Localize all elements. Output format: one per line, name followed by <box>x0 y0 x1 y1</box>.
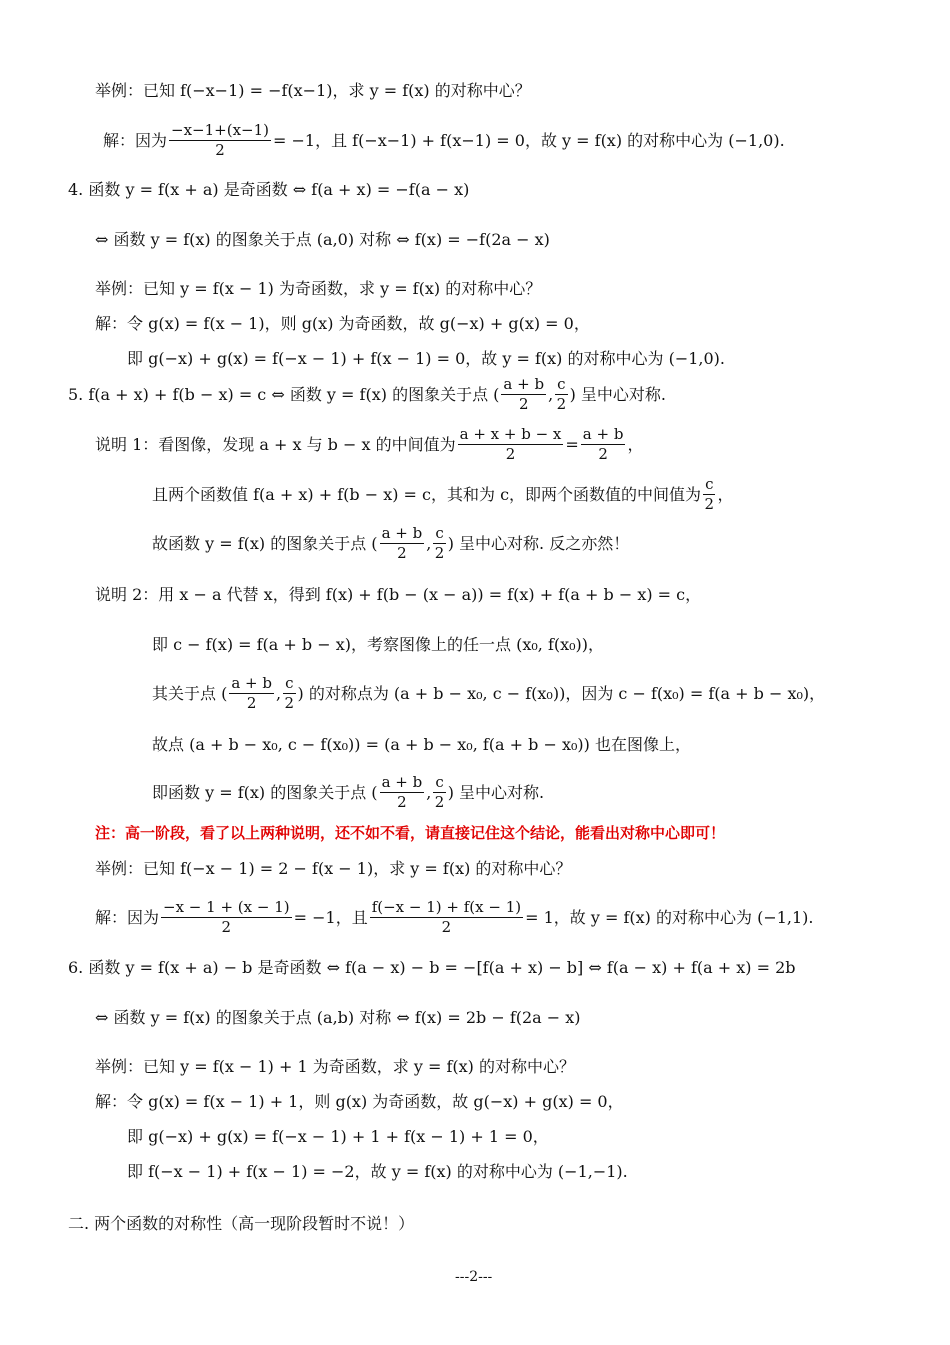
note-2-line4: 故点 (a + b − x₀, c − f(x₀)) = (a + b − x₀, f(a + b − x₀)) 也在图像上， <box>152 735 691 754</box>
item-6-statement: 6. 函数 y = f(x + a) − b 是奇函数 ⇔ f(a − x) − b = −[f(a + x) − b] ⇔ f(a − x) + f(a + x) = 2b <box>68 958 796 977</box>
example-answer-6-line2: 即 g(−x) + g(x) = f(−x − 1) + 1 + f(x − 1) + 1 = 0， <box>127 1127 549 1146</box>
note-2-line5: 即函数 y = f(x) 的图象关于点 ( $\frac{a + b}{2}$ , $\frac{c}{2}$ ) 呈中心对称. <box>152 773 545 811</box>
example-answer-4-line1: 解：令 g(x) = f(x − 1)，则 g(x) 为奇函数，故 g(−x) + g(x) = 0， <box>95 314 590 333</box>
note-1-line2: 且两个函数值 f(a + x) + f(b − x) = c，其和为 c，即两个函数值的中间值为 $\frac{c}{2}$ ， <box>152 475 734 513</box>
fraction: $\frac{-x-1+(x-1)}{2}$ <box>171 121 269 159</box>
note-2-line1: 说明 2：用 x − a 代替 x，得到 f(x) + f(b − (x − a)) = f(x) + f(a + b − x) = c， <box>95 585 702 604</box>
red-note: 注：高一阶段，看了以上两种说明，还不如不看，请直接记住这个结论，能看出对称中心即可！ <box>95 824 726 842</box>
example-question-4: 举例：已知 y = f(x − 1) 为奇函数，求 y = f(x) 的对称中心？ <box>95 279 542 298</box>
fraction: $\frac{c}{2}$ <box>434 524 445 562</box>
item-4-equivalence: ⇔ 函数 y = f(x) 的图象关于点 (a,0) 对称 ⇔ f(x) = −f(2a − x) <box>95 230 550 249</box>
fraction: $\frac{a + b}{2}$ <box>503 375 545 413</box>
note-1-line3: 故函数 y = f(x) 的图象关于点 ( $\frac{a + b}{2}$ , $\frac{c}{2}$ ) 呈中心对称. 反之亦然！ <box>152 524 630 562</box>
example-question-6: 举例：已知 y = f(x − 1) + 1 为奇函数，求 y = f(x) 的对称中心？ <box>95 1057 575 1076</box>
example-answer-3: 解：因为 $\frac{-x-1+(x-1)}{2}$ = −1，且 f(−x−1) + f(x−1) = 0，故 y = f(x) 的对称中心为 (−1,0). <box>103 121 785 159</box>
example-answer-4-line2: 即 g(−x) + g(x) = f(−x − 1) + f(x − 1) = 0，故 y = f(x) 的对称中心为 (−1,0). <box>127 349 725 368</box>
example-answer-6-line1: 解：令 g(x) = f(x − 1) + 1，则 g(x) 为奇函数，故 g(−x) + g(x) = 0， <box>95 1092 624 1111</box>
fraction: $\frac{c}{2}$ <box>284 674 295 712</box>
fraction: $\frac{a + b}{2}$ <box>582 425 624 463</box>
page-number: ---2--- <box>455 1269 493 1285</box>
section-2-heading: 二. 两个函数的对称性（高一现阶段暂时不说！） <box>68 1214 415 1233</box>
example-question-3: 举例：已知 f(−x−1) = −f(x−1)，求 y = f(x) 的对称中心？ <box>95 81 531 100</box>
example-answer-5: 解：因为 $\frac{-x - 1 + (x - 1)}{2}$ = −1，且 $\frac{f(-x - 1) + f(x - 1)}{2}$ = 1，故 y = f(x) 的对称中心为 (−1,1). <box>95 898 814 936</box>
fraction: $\frac{a + b}{2}$ <box>231 674 272 712</box>
fraction: $\frac{a + b}{2}$ <box>381 524 423 562</box>
note-2-line2: 即 c − f(x) = f(a + b − x)，考察图像上的任一点 (x₀, f(x₀))， <box>152 635 605 654</box>
fraction: $\frac{-x - 1 + (x - 1)}{2}$ <box>163 898 290 936</box>
item-5-statement: 5. f(a + x) + f(b − x) = c ⇔ 函数 y = f(x) 的图象关于点 ( $\frac{a + b}{2}$ , $\frac{c}{2}$ ) 呈中心对称. <box>68 375 666 413</box>
example-answer-6-line3: 即 f(−x − 1) + f(x − 1) = −2，故 y = f(x) 的对称中心为 (−1,−1). <box>127 1162 628 1181</box>
fraction: $\frac{a + b}{2}$ <box>381 773 423 811</box>
fraction: $\frac{c}{2}$ <box>556 375 567 413</box>
example-question-5: 举例：已知 f(−x − 1) = 2 − f(x − 1)，求 y = f(x) 的对称中心？ <box>95 859 572 878</box>
item-6-equivalence: ⇔ 函数 y = f(x) 的图象关于点 (a,b) 对称 ⇔ f(x) = 2b − f(2a − x) <box>95 1008 581 1027</box>
note-2-line3: 其关于点 ( $\frac{a + b}{2}$ , $\frac{c}{2}$ ) 的对称点为 (a + b − x₀, c − f(x₀))，因为 c − f(x₀) = f(a + b − x₀)， <box>152 674 826 712</box>
item-4-statement: 4. 函数 y = f(x + a) 是奇函数 ⇔ f(a + x) = −f(a − x) <box>68 180 470 199</box>
fraction: $\frac{c}{2}$ <box>704 475 715 513</box>
fraction: $\frac{a + x + b - x}{2}$ <box>459 425 562 463</box>
note-1-line1: 说明 1：看图像，发现 a + x 与 b − x 的中间值为 $\frac{a + x + b - x}{2}$ = $\frac{a + b}{2}$ ， <box>95 425 644 463</box>
fraction: $\frac{c}{2}$ <box>434 773 445 811</box>
fraction: $\frac{f(-x - 1) + f(x - 1)}{2}$ <box>371 898 522 936</box>
